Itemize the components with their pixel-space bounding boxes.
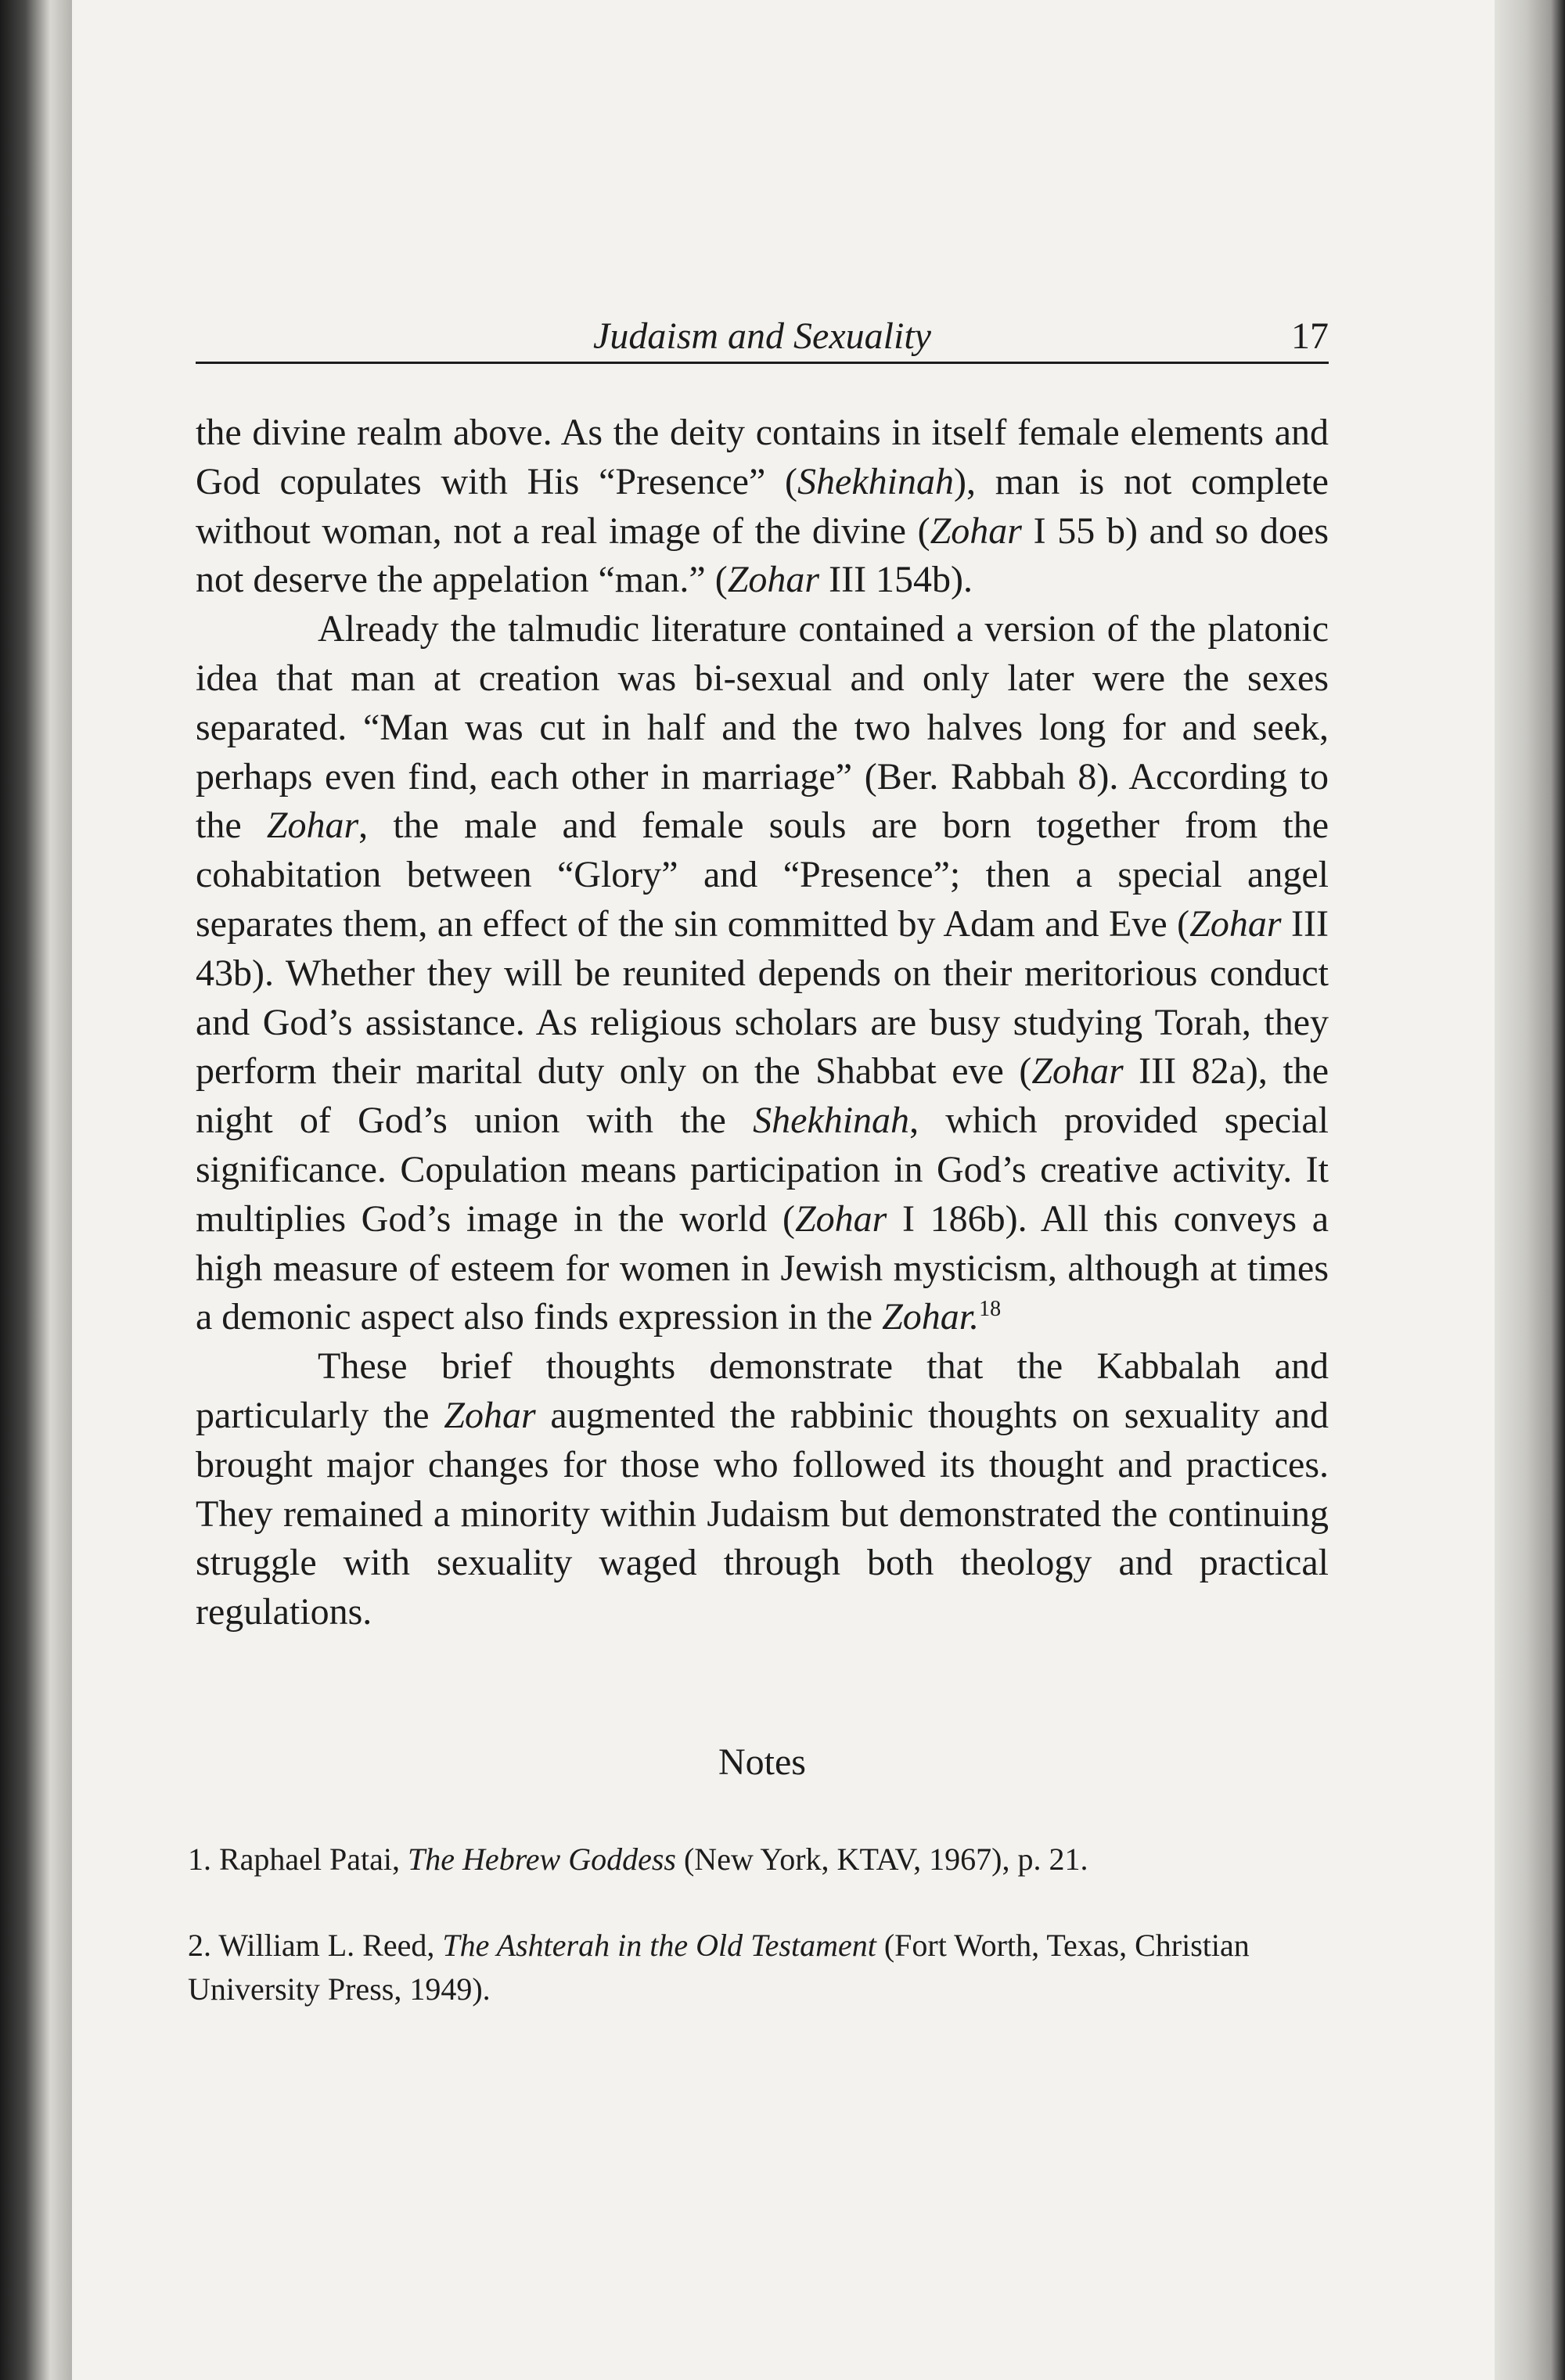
italic-term: Zohar [1031, 1050, 1124, 1093]
footnote-1: 1. Raphael Patai, The Hebrew Goddess (New York, KTAV, 1967), p. 21. [188, 1842, 1088, 1877]
italic-term: The Hebrew Goddess [408, 1842, 676, 1877]
italic-term: The Ashterah in the Old Testament [442, 1928, 876, 1963]
paragraph-1: the divine realm above. As the deity contains in itself female elements and God copulates with His “Presence” (Shekhinah), man is not complete without woman, not a real image of the divine (Zohar I 55 b) and so does not deserve the appelation “man.” (Zohar III 154b). [196, 412, 1329, 601]
notes-heading: Notes [718, 1741, 806, 1783]
italic-term: Shekhinah [797, 460, 954, 502]
paragraph-2: Already the talmudic literature contained a version of the platonic idea that man at creation was bi-sexual and only later were the sexes separated. “Man was cut in half and the two halves long for and seek, perhaps even find, each other in marriage” (Ber. Rabbah 8). According to the Zohar, the male and female souls are born together from the cohabitation between “Glory” and “Presence”; then a special angel separates them, an effect of the sin committed by Adam and Eve (Zohar III 43b). Whether they will be reunited depends on their meritorious conduct and God’s assistance. As religious scholars are busy studying Torah, they perform their marital duty only on the Shabbat eve (Zohar III 82a), the night of God’s union with the Shekhinah, which provided special significance. Copulation means participation in God’s creative activity. It multiplies God’s image in the world (Zohar I 186b). All this conveys a high measure of esteem for women in Jewish mysticism, although at times a demonic aspect also finds expression in the Zohar.$^{18}$ [196, 608, 1329, 1338]
footnote-2: 2. William L. Reed, The Ashterah in the Old Testament (Fort Worth, Texas, Christian University Press, 1949). [188, 1928, 1250, 2007]
book-gutter-left [0, 0, 72, 2380]
italic-term: Shekhinah [753, 1100, 910, 1142]
italic-term: Zohar [266, 805, 359, 847]
footnote-marker: 18 [979, 1297, 1002, 1322]
italic-term: Zohar [444, 1394, 536, 1436]
italic-term: Zohar [1189, 902, 1282, 945]
paragraph-3: These brief thoughts demonstrate that the Kabbalah and particularly the Zohar augmented the rabbinic thoughts on sexuality and brought major changes for those who followed its thought and practices. They remained a minority within Judaism but demonstrated the continuing struggle with sexuality waged through both theology and practical regulations. [196, 1345, 1329, 1633]
italic-term: Zohar [930, 509, 1022, 552]
page-edge-right [1495, 0, 1565, 2380]
running-title: Judaism and Sexuality [593, 315, 931, 357]
italic-term: Zohar [727, 559, 820, 601]
italic-term: Zohar [794, 1197, 887, 1240]
italic-term: Zohar. [882, 1296, 980, 1338]
page-number: 17 [1291, 315, 1329, 357]
running-header [196, 313, 1329, 364]
body-text [196, 409, 1329, 1637]
